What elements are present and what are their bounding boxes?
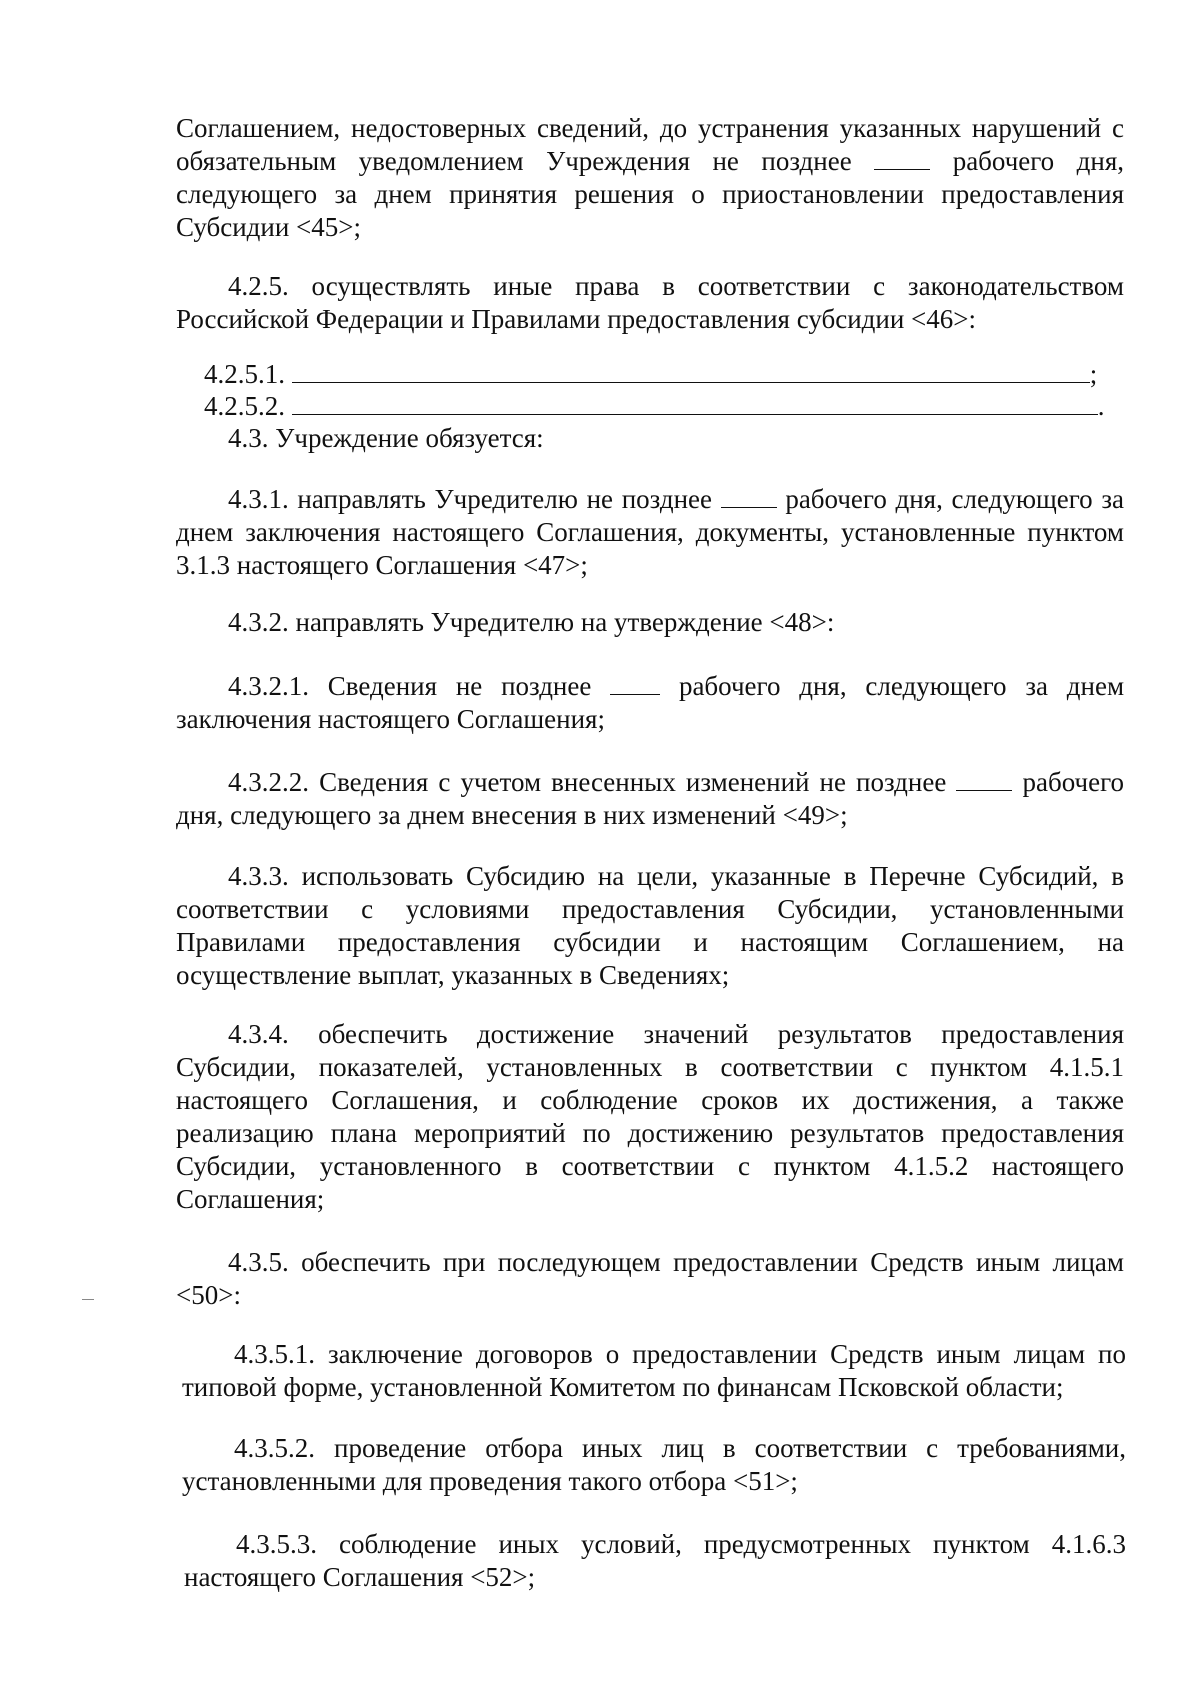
paragraph-text: 4.3.2.2. Сведения с учетом внесенных изменений не позднее	[228, 767, 947, 797]
paragraph-text: рабочего дня, следующего за днем принятия решения о приостановлении предоставления Субсидии <45>;	[176, 146, 1125, 242]
paragraph-4-3-4	[176, 1018, 1124, 1216]
item-end-mark: .	[1097, 391, 1105, 421]
paragraph-text: рабочего дня, следующего за днем заключения настоящего Соглашения, документы, установленные пунктом 3.1.3 настоящего Соглашения <47>;	[176, 484, 1124, 580]
paragraph-4-3-5-2	[182, 1432, 1126, 1498]
item-label: 4.2.5.1.	[204, 359, 285, 389]
paragraph-text: 4.3.2.1. Сведения не позднее	[228, 671, 592, 701]
fill-line-4-2-5-1	[204, 358, 1097, 391]
scan-margin-mark	[82, 1299, 94, 1300]
paragraph-text: 4.3.5.3. соблюдение иных условий, предусмотренных пунктом 4.1.6.3 настоящего Соглашения <52>;	[184, 1529, 1126, 1592]
paragraph-4-3-3	[176, 860, 1124, 992]
paragraph-text: 4.3.5.1. заключение договоров о предоставлении Средств иным лицам по типовой форме, установленной Комитетом по финансам Псковской области;	[182, 1339, 1126, 1402]
paragraph-4-3-5-1	[182, 1338, 1126, 1404]
paragraph-4-3-2-2	[176, 766, 1124, 832]
paragraph-text: Соглашением, недостоверных сведений, до устранения указанных нарушений с обязательным уведомлением Учреждения не позднее	[176, 113, 1124, 176]
paragraph-text: 4.3.1. направлять Учредителю не позднее	[228, 484, 712, 514]
item-label: 4.2.5.2.	[204, 391, 285, 421]
blank-field	[874, 149, 930, 170]
fill-rule	[292, 392, 1098, 415]
paragraph-text: 4.3.5. обеспечить при последующем предоставлении Средств иным лицам <50>:	[176, 1247, 1124, 1310]
paragraph-text: 4.3.4. обеспечить достижение значений результатов предоставления Субсидии, показателей, установленных в соответствии с пунктом 4.1.5.1 настоящего Соглашения, и соблюдение сроков их достижения, а также реализацию плана мероприятий по достижению результатов предоставления Субсидии, установленного в соответствии с пунктом 4.1.5.2 настоящего Соглашения;	[176, 1019, 1124, 1214]
paragraph-4-3-5-3	[184, 1528, 1126, 1594]
paragraph-text: 4.3.5.2. проведение отбора иных лиц в соответствии с требованиями, установленными для проведения такого отбора <51>;	[182, 1433, 1126, 1496]
item-end-mark: ;	[1089, 359, 1098, 389]
paragraph-text: рабочего дня, следующего за днем внесения в них изменений <49>;	[176, 767, 1124, 830]
paragraph-4-2-4-continuation	[176, 112, 1124, 244]
paragraph-text: 4.2.5. осуществлять иные права в соответствии с законодательством Российской Федерации и Правилами предоставления субсидии <46>:	[176, 271, 1124, 334]
paragraph-4-3-2-1	[176, 670, 1124, 736]
blank-field	[721, 487, 777, 508]
paragraph-text: 4.3.3. использовать Субсидию на цели, указанные в Перечне Субсидий, в соответствии с условиями предоставления Субсидии, установленными Правилами предоставления субсидии и настоящим Соглашением, на осуществление выплат, указанных в Сведениях;	[176, 861, 1124, 990]
paragraph-4-3-5	[176, 1246, 1124, 1312]
paragraph-4-2-5	[176, 270, 1124, 336]
paragraph-4-3	[176, 422, 1124, 455]
blank-field	[610, 674, 660, 695]
paragraph-4-3-2	[176, 606, 1124, 639]
fill-rule	[292, 360, 1090, 383]
paragraph-text: 4.3. Учреждение обязуется:	[228, 423, 544, 453]
paragraph-text: 4.3.2. направлять Учредителю на утверждение <48>:	[228, 607, 835, 637]
blank-field	[956, 770, 1012, 791]
paragraph-text: рабочего дня, следующего за днем заключения настоящего Соглашения;	[176, 671, 1125, 734]
fill-line-4-2-5-2	[204, 390, 1105, 423]
paragraph-4-3-1	[176, 483, 1124, 582]
